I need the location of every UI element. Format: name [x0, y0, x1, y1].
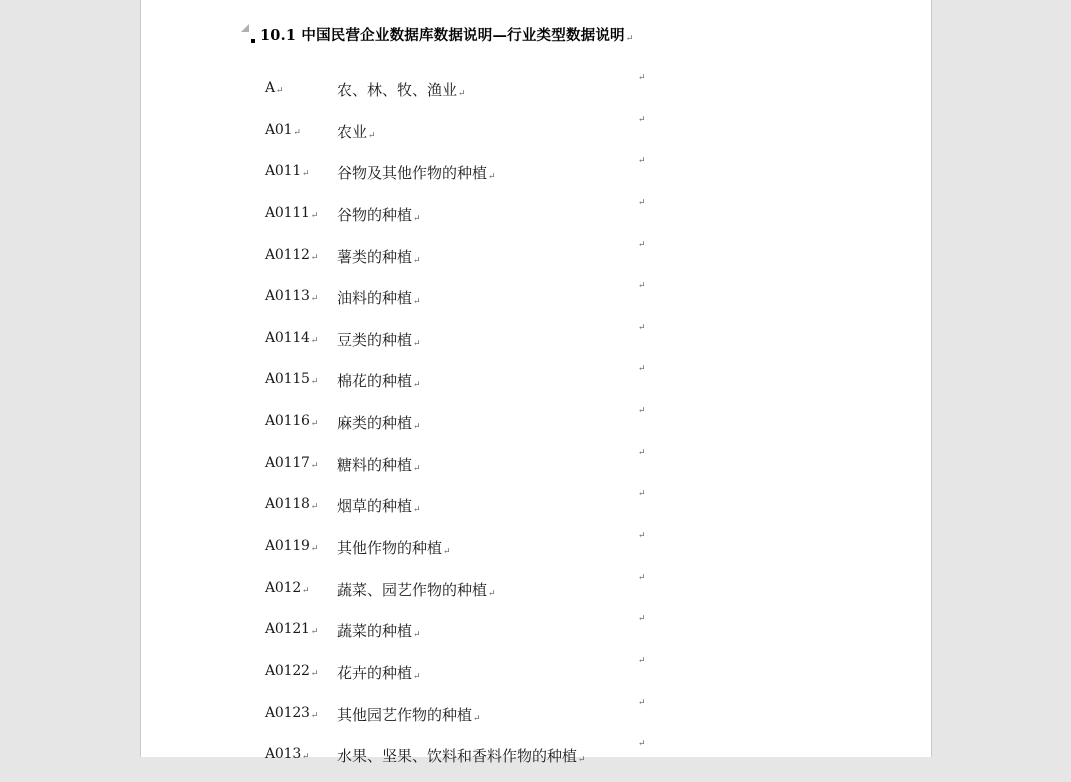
industry-name-cell — [337, 537, 451, 558]
row-end-mark-icon: ↵ — [638, 197, 646, 208]
industry-name: 谷物及其他作物的种植 — [337, 164, 488, 183]
paragraph-mark-icon: ↵ — [310, 710, 319, 721]
industry-name: 糖料的种植 — [337, 455, 413, 474]
row-end-mark-icon: ↵ — [638, 614, 646, 625]
row-end-mark-icon: ↵ — [638, 364, 646, 375]
industry-code: A0111 — [265, 204, 310, 221]
table-row[interactable] — [265, 116, 685, 158]
row-end-mark-icon: ↵ — [638, 655, 646, 666]
industry-name: 花卉的种植 — [337, 663, 413, 682]
industry-name-cell — [337, 662, 421, 683]
industry-code-cell — [265, 80, 283, 96]
row-end-mark-icon: ↵ — [638, 406, 646, 417]
industry-code: A013 — [265, 746, 302, 763]
industry-code: A0119 — [265, 538, 310, 555]
paragraph-mark-icon: ↵ — [488, 172, 496, 183]
industry-name-cell — [337, 370, 421, 391]
industry-name: 油料的种植 — [337, 289, 413, 308]
industry-code-cell — [265, 580, 309, 596]
industry-code: A012 — [265, 579, 302, 596]
industry-code-cell — [265, 538, 318, 554]
industry-name-cell — [337, 620, 421, 641]
paragraph-mark-icon: ↵ — [413, 213, 421, 224]
table-row[interactable] — [265, 407, 685, 449]
paragraph-mark-icon: ↵ — [310, 252, 319, 263]
industry-code: A0123 — [265, 704, 310, 721]
industry-name-cell — [337, 579, 496, 600]
paragraph-mark-icon: ↵ — [473, 713, 481, 724]
industry-name-cell — [337, 495, 421, 516]
industry-code: A011 — [265, 163, 302, 180]
paragraph-mark-icon: ↵ — [578, 755, 586, 766]
industry-code: A0115 — [265, 371, 310, 388]
paragraph-mark-icon: ↵ — [310, 544, 319, 555]
paragraph-mark-icon: ↵ — [310, 294, 319, 305]
table-row[interactable] — [265, 615, 685, 657]
industry-name: 农、林、牧、渔业 — [337, 81, 458, 99]
row-end-mark-icon: ↵ — [638, 239, 646, 250]
section-heading-text: 10.1 中国民营企业数据库数据说明—行业类型数据说明 — [260, 27, 625, 44]
industry-code: A — [265, 80, 275, 96]
paragraph-mark-icon: ↵ — [413, 630, 421, 641]
paragraph-mark-icon: ↵ — [625, 34, 634, 44]
industry-code: A0122 — [265, 662, 310, 679]
paragraph-mark-icon: ↵ — [413, 297, 421, 308]
paragraph-mark-icon: ↵ — [413, 422, 421, 433]
row-end-mark-icon: ↵ — [638, 73, 646, 83]
industry-code: A0113 — [265, 288, 310, 305]
row-end-mark-icon: ↵ — [638, 572, 646, 583]
paragraph-mark-icon: ↵ — [413, 380, 421, 391]
industry-code: A0114 — [265, 329, 310, 346]
paragraph-mark-icon: ↵ — [310, 210, 319, 221]
paragraph-mark-icon: ↵ — [458, 89, 466, 99]
table-row[interactable] — [265, 657, 685, 699]
row-end-mark-icon: ↵ — [638, 322, 646, 333]
paragraph-mark-icon: ↵ — [310, 377, 319, 388]
row-end-mark-icon: ↵ — [638, 489, 646, 500]
paragraph-mark-icon: ↵ — [310, 335, 319, 346]
industry-name-cell — [337, 204, 421, 225]
industry-code: A0118 — [265, 496, 310, 513]
paragraph-mark-icon: ↵ — [413, 255, 421, 266]
row-end-mark-icon: ↵ — [638, 739, 646, 750]
industry-name: 蔬菜、园艺作物的种植 — [337, 580, 488, 599]
industry-name: 农业 — [337, 122, 368, 141]
industry-code-table — [265, 74, 685, 782]
table-row[interactable] — [265, 324, 685, 366]
paragraph-mark-icon: ↵ — [488, 588, 496, 599]
section-heading[interactable] — [260, 24, 634, 45]
table-row[interactable] — [265, 490, 685, 532]
row-end-mark-icon: ↵ — [638, 531, 646, 542]
table-row[interactable] — [265, 365, 685, 407]
industry-code-cell — [265, 496, 318, 512]
table-row[interactable] — [265, 74, 685, 116]
industry-name: 其他园艺作物的种植 — [337, 705, 473, 724]
paragraph-mark-icon: ↵ — [310, 668, 319, 679]
industry-name: 烟草的种植 — [337, 497, 413, 516]
table-row[interactable] — [265, 532, 685, 574]
industry-code: A0117 — [265, 454, 310, 471]
industry-name: 水果、坚果、饮料和香料作物的种植 — [337, 747, 578, 766]
table-row[interactable] — [265, 574, 685, 616]
industry-code-cell — [265, 413, 318, 429]
industry-code-cell — [265, 663, 318, 679]
paragraph-mark-icon: ↵ — [443, 547, 451, 558]
text-boundary-corner-mark — [241, 24, 249, 32]
industry-code-cell — [265, 705, 318, 721]
industry-name: 薯类的种植 — [337, 247, 413, 266]
table-row[interactable] — [265, 282, 685, 324]
paragraph-mark-icon: ↵ — [413, 671, 421, 682]
industry-name: 其他作物的种植 — [337, 539, 443, 558]
paragraph-mark-icon: ↵ — [368, 130, 376, 141]
industry-name: 豆类的种植 — [337, 330, 413, 349]
industry-name-cell — [337, 79, 466, 100]
industry-code-cell — [265, 288, 318, 304]
industry-name-cell — [337, 745, 586, 766]
industry-code-cell — [265, 371, 318, 387]
paragraph-mark-icon: ↵ — [310, 419, 319, 430]
row-end-mark-icon: ↵ — [638, 697, 646, 708]
industry-code-cell — [265, 205, 318, 221]
paragraph-mark-icon: ↵ — [302, 169, 310, 180]
industry-code: A01 — [265, 121, 293, 138]
document-page[interactable] — [140, 0, 932, 766]
industry-name: 棉花的种植 — [337, 372, 413, 391]
industry-name-cell — [337, 704, 481, 725]
industry-name-cell — [337, 246, 421, 267]
industry-name-cell — [337, 454, 421, 475]
industry-name-cell — [337, 412, 421, 433]
paragraph-mark-icon: ↵ — [275, 86, 284, 96]
industry-code-cell — [265, 247, 318, 263]
table-row[interactable] — [265, 157, 685, 199]
paragraph-mark-icon: ↵ — [413, 463, 421, 474]
paragraph-mark-icon: ↵ — [293, 127, 301, 138]
industry-code: A0116 — [265, 413, 310, 430]
industry-code-cell — [265, 330, 318, 346]
heading-bullet-mark — [251, 39, 255, 43]
row-end-mark-icon: ↵ — [638, 281, 646, 292]
industry-name: 蔬菜的种植 — [337, 622, 413, 641]
row-end-mark-icon: ↵ — [638, 114, 646, 125]
industry-code-cell — [265, 455, 318, 471]
table-row[interactable] — [265, 241, 685, 283]
paragraph-mark-icon: ↵ — [413, 338, 421, 349]
industry-name: 麻类的种植 — [337, 414, 413, 433]
industry-name: 谷物的种植 — [337, 205, 413, 224]
paragraph-mark-icon: ↵ — [413, 505, 421, 516]
table-row[interactable] — [265, 199, 685, 241]
table-row[interactable] — [265, 699, 685, 741]
paragraph-mark-icon: ↵ — [310, 502, 319, 513]
row-end-mark-icon: ↵ — [638, 447, 646, 458]
industry-name-cell — [337, 329, 421, 350]
paragraph-mark-icon: ↵ — [302, 752, 310, 763]
industry-code-cell — [265, 746, 309, 762]
table-row[interactable] — [265, 740, 685, 782]
industry-code-cell — [265, 122, 301, 138]
industry-code-cell — [265, 621, 318, 637]
industry-code-cell — [265, 163, 309, 179]
paragraph-mark-icon: ↵ — [302, 585, 310, 596]
industry-code: A0112 — [265, 246, 310, 263]
row-end-mark-icon: ↵ — [638, 156, 646, 167]
industry-code: A0121 — [265, 621, 310, 638]
table-row[interactable] — [265, 449, 685, 491]
paragraph-mark-icon: ↵ — [310, 627, 319, 638]
industry-name-cell — [337, 121, 376, 142]
industry-name-cell — [337, 162, 496, 183]
industry-name-cell — [337, 287, 421, 308]
paragraph-mark-icon: ↵ — [310, 460, 319, 471]
